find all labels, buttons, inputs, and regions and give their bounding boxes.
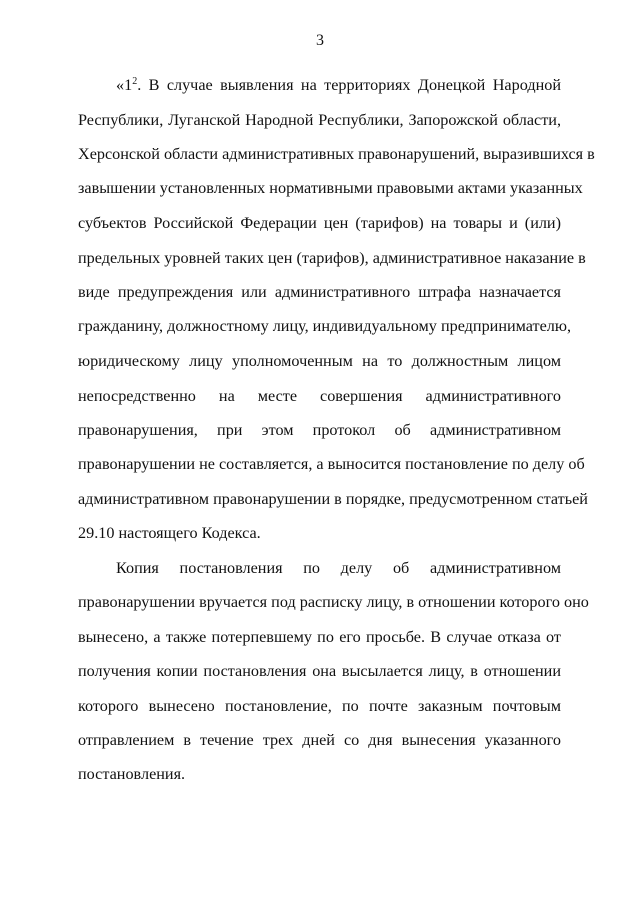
paragraph-1-line-7: виде предупреждения или административного штрафа назначается bbox=[78, 283, 561, 301]
paragraph-1-line-1 bbox=[116, 75, 561, 95]
paragraph-2-line-6: отправлением в течение трех дней со дня вынесения указанного bbox=[78, 731, 561, 749]
paragraph-1-line-5: субъектов Российской Федерации цен (тарифов) на товары и (или) bbox=[78, 214, 561, 232]
paragraph-2-line-2: правонарушении вручается под расписку лицу, в отношении которого оно bbox=[78, 593, 589, 611]
paragraph-1-line-6: предельных уровней таких цен (тарифов), административное наказание в bbox=[78, 249, 586, 267]
paragraph-1-line-4: завышении установленных нормативными правовыми актами указанных bbox=[78, 179, 583, 197]
paragraph-2-line-7: постановления. bbox=[78, 765, 186, 783]
paragraph-2-line-3: вынесено, а также потерпевшему по его просьбе. В случае отказа от bbox=[78, 628, 561, 646]
superscript-index: 2 bbox=[132, 76, 138, 87]
paragraph-1-line-3: Херсонской области административных правонарушений, выразившихся в bbox=[78, 145, 595, 163]
page-number: 3 bbox=[316, 32, 324, 49]
paragraph-1-line-1-start: «1 bbox=[116, 76, 133, 94]
paragraph-2-line-1: Копия постановления по делу об административном bbox=[116, 559, 561, 577]
paragraph-1-line-8: гражданину, должностному лицу, индивидуальному предпринимателю, bbox=[78, 317, 572, 335]
paragraph-1-line-13: административном правонарушении в порядке, предусмотренном статьей bbox=[78, 490, 588, 508]
paragraph-1-line-1-rest: . В случае выявления на территориях Донецкой Народной bbox=[137, 76, 561, 94]
paragraph-1-line-14: 29.10 настоящего Кодекса. bbox=[78, 524, 261, 542]
paragraph-1-line-11: правонарушения, при этом протокол об административном bbox=[78, 421, 561, 439]
paragraph-1-line-12: правонарушении не составляется, а выносится постановление по делу об bbox=[78, 455, 585, 473]
paragraph-2-line-5: которого вынесено постановление, по почте заказным почтовым bbox=[78, 697, 561, 715]
paragraph-1-line-2: Республики, Луганской Народной Республики, Запорожской области, bbox=[78, 111, 561, 129]
paragraph-1-line-9: юридическому лицу уполномоченным на то должностным лицом bbox=[78, 352, 561, 370]
paragraph-1-line-10: непосредственно на месте совершения административного bbox=[78, 387, 561, 405]
paragraph-2-line-4: получения копии постановления она высылается лицу, в отношении bbox=[78, 662, 561, 680]
